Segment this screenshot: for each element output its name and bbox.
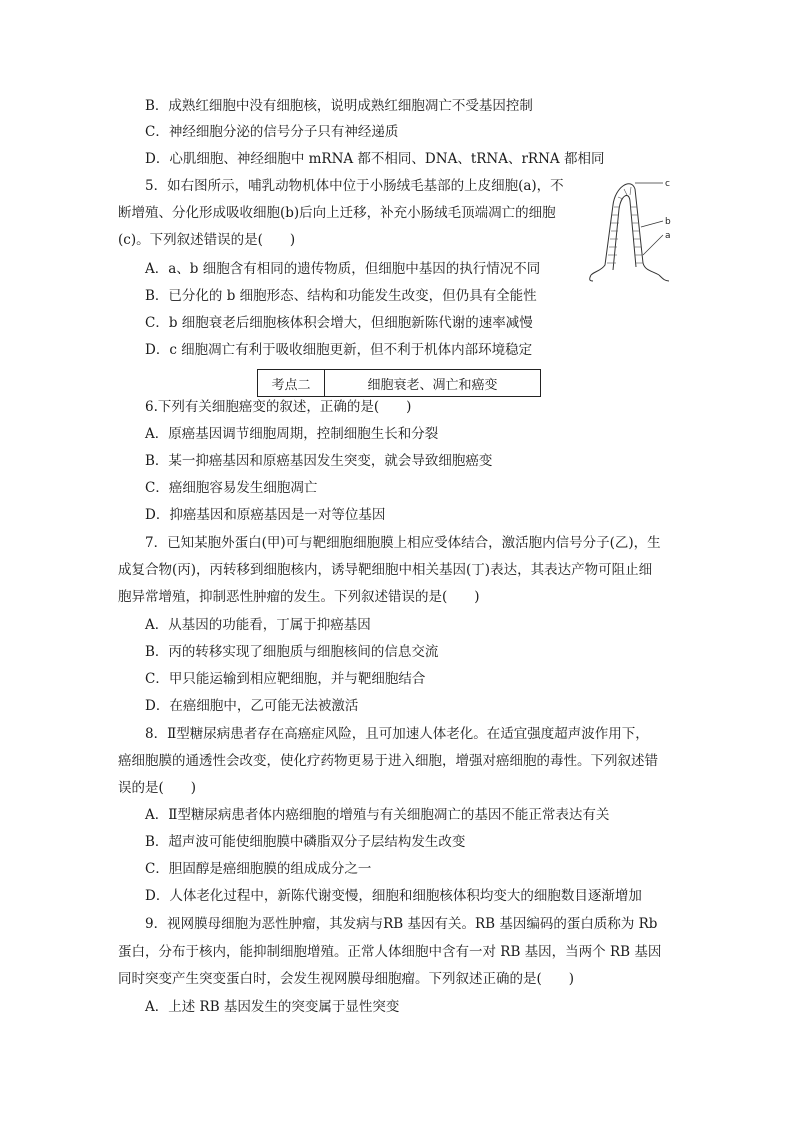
question-stem-line: 胞异常增殖，抑制恶性肿瘤的发生。下列叙述错误的是( ) [118,589,480,605]
option-line: A．从基因的功能看，丁属于抑癌基因 [145,617,371,633]
option-line: C．胆固醇是癌细胞膜的组成成分之一 [145,861,372,877]
option-line: C．神经细胞分泌的信号分子只有神经递质 [145,124,399,140]
option-line: C．b 细胞衰老后细胞核体积会增大，但细胞新陈代谢的速率减慢 [145,315,533,331]
question-stem-line: 癌细胞膜的通透性会改变，使化疗药物更易于进入细胞，增强对癌细胞的毒性。下列叙述错 [118,753,658,769]
option-line: B．已分化的 b 细胞形态、结构和功能发生改变，但仍具有全能性 [145,288,537,304]
option-line: B．超声波可能使细胞膜中磷脂双分子层结构发生改变 [145,834,466,850]
option-line: A．原癌基因调节细胞周期，控制细胞生长和分裂 [145,426,439,442]
question-stem-line: 5．如右图所示，哺乳动物机体中位于小肠绒毛基部的上皮细胞(a)，不 [145,178,564,194]
question-stem-line: 同时突变产生突变蛋白时，会发生视网膜母细胞瘤。下列叙述正确的是( ) [118,971,575,987]
villus-outline [591,184,659,275]
label-a: a [665,231,671,241]
option-line: B．成熟红细胞中没有细胞核，说明成熟红细胞凋亡不受基因控制 [145,98,533,114]
question-stem-line: 成复合物(丙)，丙转移到细胞核内，诱导靶细胞中相关基因(丁)表达，其表达产物可阻止细 [118,562,653,578]
question-stem-line: (c)。下列叙述错误的是( ) [118,232,296,248]
option-line: D．在癌细胞中，乙可能无法被激活 [145,698,359,714]
topic-label: 考点二 [258,370,325,396]
option-line: B．丙的转移实现了细胞质与细胞核间的信息交流 [145,644,439,660]
question-stem-line: 误的是( ) [118,780,197,796]
topic-title: 细胞衰老、凋亡和癌变 [367,377,498,393]
option-line: B．某一抑癌基因和原癌基因发生突变，就会导致细胞癌变 [145,453,493,469]
question-stem-line: 蛋白，分布于核内，能抑制细胞增殖。正常人体细胞中含有一对 RB 基因，当两个 RB 基因 [118,944,662,960]
question-stem-line: 7．已知某胞外蛋白(甲)可与靶细胞细胞膜上相应受体结合，激活胞内信号分子(乙)，生 [145,535,661,551]
option-line: D．抑癌基因和原癌基因是一对等位基因 [145,507,386,523]
option-line: A．上述 RB 基因发生的突变属于显性突变 [145,999,400,1015]
question-stem-line: 8．Ⅱ型糖尿病患者存在高癌症风险，且可加速人体老化。在适宜强度超声波作用下， [145,726,649,742]
option-line: D．心肌细胞、神经细胞中 mRNA 都不相同、DNA、tRNA、rRNA 都相同 [145,151,605,167]
question-stem-line: 断增殖、分化形成吸收细胞(b)后向上迁移，补充小肠绒毛顶端凋亡的细胞 [118,205,556,221]
option-line: C．癌细胞容易发生细胞凋亡 [145,480,318,496]
label-b: b [665,217,671,227]
question-stem-line: 6.下列有关细胞癌变的叙述，正确的是( ) [145,399,412,415]
topic-header-box [257,369,541,397]
option-line: C．甲只能运输到相应靶细胞，并与靶细胞结合 [145,671,426,687]
option-line: D．c 细胞凋亡有利于吸收细胞更新，但不利于机体内部环境稳定 [145,342,533,358]
question-stem-line: 9．视网膜母细胞为恶性肿瘤，其发病与RB 基因有关。RB 基因编码的蛋白质称为 Rb [145,916,658,932]
option-line: A．a、b 细胞含有相同的遗传物质，但细胞中基因的执行情况不同 [145,261,541,277]
intestinal-villus-figure [583,175,683,285]
option-line: A．Ⅱ型糖尿病患者体内癌细胞的增殖与有关细胞凋亡的基因不能正常表达有关 [145,807,610,823]
option-line: D．人体老化过程中，新陈代谢变慢，细胞和细胞核体积均变大的细胞数目逐渐增加 [145,888,642,904]
label-c: c [665,179,670,189]
